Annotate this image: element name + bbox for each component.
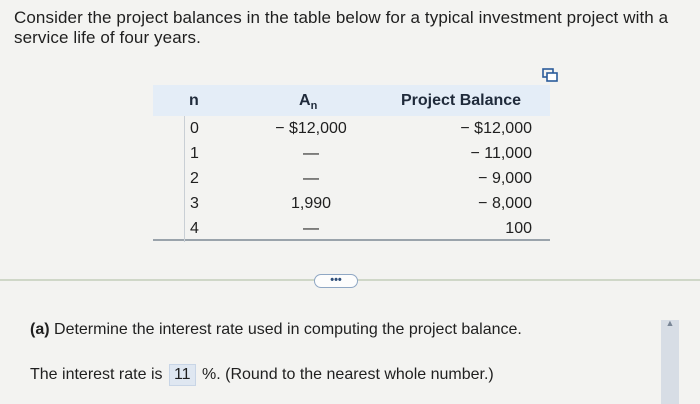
problem-intro: Consider the project balances in the table below for a typical investment project with a service life of four years. — [14, 8, 669, 47]
cell-project-balance: − $12,000 — [460, 120, 532, 137]
cell-project-balance: − 9,000 — [478, 170, 532, 187]
table-row — [153, 216, 550, 241]
cell-n: 2 — [190, 170, 199, 187]
header-n: n — [189, 92, 199, 109]
cell-project-balance: − 11,000 — [470, 145, 532, 162]
cell-an: — — [303, 220, 319, 237]
answer-line — [30, 364, 494, 386]
cell-project-balance: − 8,000 — [478, 195, 532, 212]
table-row — [153, 141, 550, 166]
scrollbar[interactable] — [661, 320, 679, 404]
table-row — [153, 166, 550, 191]
table-header — [153, 85, 550, 116]
cell-an: — — [303, 145, 319, 162]
more-button[interactable]: ••• — [314, 274, 358, 288]
column-divider — [184, 116, 185, 242]
question-a — [30, 321, 522, 339]
header-project-balance: Project Balance — [401, 92, 522, 109]
cell-n: 3 — [190, 195, 199, 212]
cell-an: 1,990 — [290, 195, 332, 212]
question-text: Determine the interest rate used in computing the project balance. — [49, 321, 522, 338]
table-row — [153, 191, 550, 216]
answer-suffix: %. (Round to the nearest whole number.) — [197, 366, 494, 383]
cell-n: 0 — [190, 120, 199, 137]
header-an: $A_n$ — [299, 92, 318, 113]
cell-n: 1 — [190, 145, 199, 162]
table-row — [153, 116, 550, 141]
cell-an: − $12,000 — [275, 120, 347, 137]
scroll-up-icon[interactable]: ▲ — [665, 318, 675, 328]
cell-n: 4 — [190, 220, 199, 237]
cell-an: — — [303, 170, 319, 187]
project-balance-table — [153, 85, 550, 241]
cell-project-balance: 100 — [505, 220, 532, 237]
copy-icon[interactable] — [542, 68, 558, 82]
question-part-label: (a) — [30, 321, 50, 338]
answer-prefix: The interest rate is — [30, 366, 167, 383]
interest-rate-input[interactable]: 11 — [169, 364, 196, 386]
